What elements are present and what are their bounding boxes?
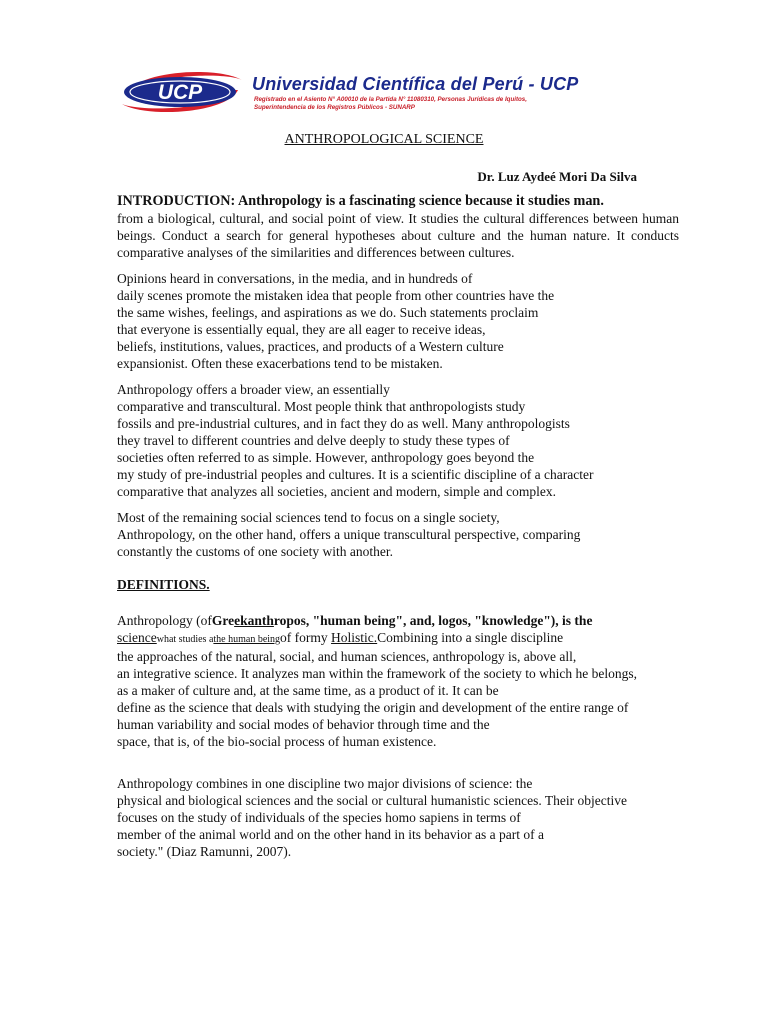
science-link[interactable]: science	[117, 630, 157, 645]
text-line: societies often referred to as simple. However, anthropology goes beyond the	[117, 450, 535, 465]
definition-paragraph-2	[117, 775, 679, 860]
university-header	[118, 64, 678, 120]
text-line: the same wishes, feelings, and aspirations as we do. Such statements proclaim	[117, 305, 539, 320]
text-line: as a maker of culture and, at the same time, as a product of it. It can be	[117, 683, 499, 698]
university-name: Universidad Científica del Perú - UCP	[252, 74, 579, 94]
text-line	[117, 612, 679, 629]
text-line: that everyone is essentially equal, they are all eager to receive ideas,	[117, 322, 486, 337]
text-line: beliefs, institutions, values, practices, and products of a Western culture	[117, 339, 504, 354]
text-span: what studies a	[156, 634, 214, 645]
author-name: Dr. Luz Aydeé Mori Da Silva	[477, 169, 637, 184]
document-body	[117, 193, 679, 869]
registration-info	[254, 96, 527, 112]
registration-line-1: Registrado en el Asiento N° A00010 de la Partida N° 11080310, Personas Jurídicas de Iquitos,	[254, 96, 527, 103]
ucp-logo	[118, 64, 246, 120]
text-line: Anthropology, on the other hand, offers a unique transcultural perspective, comparing	[117, 527, 581, 542]
text-line: Most of the remaining social sciences tend to focus on a single society,	[117, 510, 500, 525]
text-line: physical and biological sciences and the social or cultural humanistic sciences. Their objective	[117, 793, 627, 808]
text-line: member of the animal world and on the other hand in its behavior as a part of a	[117, 827, 544, 842]
text-span: ropos, "human being", and, logos, "knowledge"), is the	[273, 613, 593, 628]
text-span: Anthropology (of	[117, 613, 212, 628]
text-line: define as the science that deals with studying the origin and development of the entire range of	[117, 700, 629, 715]
text-line: Anthropology offers a broader view, an essentially	[117, 382, 390, 397]
intro-paragraph: from a biological, cultural, and social point of view. It studies the cultural differences between human beings. Conduct a search for general hypotheses about culture and the human nature. It conducts comparative analyses of the similarities and differences between cultures.	[117, 211, 679, 260]
text-span: Gre	[211, 613, 235, 628]
paragraph-opinions	[117, 270, 679, 372]
text-line: the approaches of the natural, social, and human sciences, anthropology is, above all,	[117, 649, 577, 664]
text-line: my study of pre-industrial peoples and cultures. It is a scientific discipline of a character	[117, 467, 594, 482]
text-span: Combining into a single discipline	[377, 630, 564, 645]
text-line: space, that is, of the bio-social process of human existence.	[117, 734, 437, 749]
paragraph-broader-view	[117, 381, 679, 500]
text-line: comparative and transcultural. Most people think that anthropologists study	[117, 399, 526, 414]
text-line: daily scenes promote the mistaken idea that people from other countries have the	[117, 288, 555, 303]
logo-text: UCP	[157, 81, 203, 104]
holistic-link[interactable]: Holistic.	[331, 630, 378, 645]
registration-line-2: Superintendencia de los Registros Públicos - SUNARP	[254, 104, 415, 111]
text-line	[117, 629, 679, 648]
text-line: comparative that analyzes all societies, ancient and modern, simple and complex.	[117, 484, 556, 499]
intro-heading: INTRODUCTION: Anthropology is a fascinating science because it studies man.	[117, 193, 604, 209]
text-line: constantly the customs of one society with another.	[117, 544, 393, 559]
text-line: they travel to different countries and delve deeply to study these types of	[117, 433, 510, 448]
human-being-link[interactable]: the human being	[213, 634, 281, 645]
text-line: human variability and social modes of behavior through time and the	[117, 717, 490, 732]
definitions-heading: DEFINITIONS.	[117, 577, 210, 592]
text-span: of formy	[280, 630, 332, 645]
text-line: Anthropology combines in one discipline two major divisions of science: the	[117, 776, 533, 791]
greek-link[interactable]: ekanth	[234, 613, 274, 628]
document-title: ANTHROPOLOGICAL SCIENCE	[284, 132, 484, 147]
paragraph-social-sciences	[117, 509, 679, 560]
text-line: Opinions heard in conversations, in the media, and in hundreds of	[117, 271, 473, 286]
text-line: fossils and pre-industrial cultures, and in fact they do as well. Many anthropologists	[117, 416, 570, 431]
text-line: focuses on the study of individuals of the species homo sapiens in terms of	[117, 810, 521, 825]
text-line: an integrative science. It analyzes man within the framework of the society to which he belongs,	[117, 666, 637, 681]
text-line: society." (Diaz Ramunni, 2007).	[117, 844, 292, 859]
definition-paragraph-1	[117, 612, 679, 750]
text-line: expansionist. Often these exacerbations tend to be mistaken.	[117, 356, 443, 371]
